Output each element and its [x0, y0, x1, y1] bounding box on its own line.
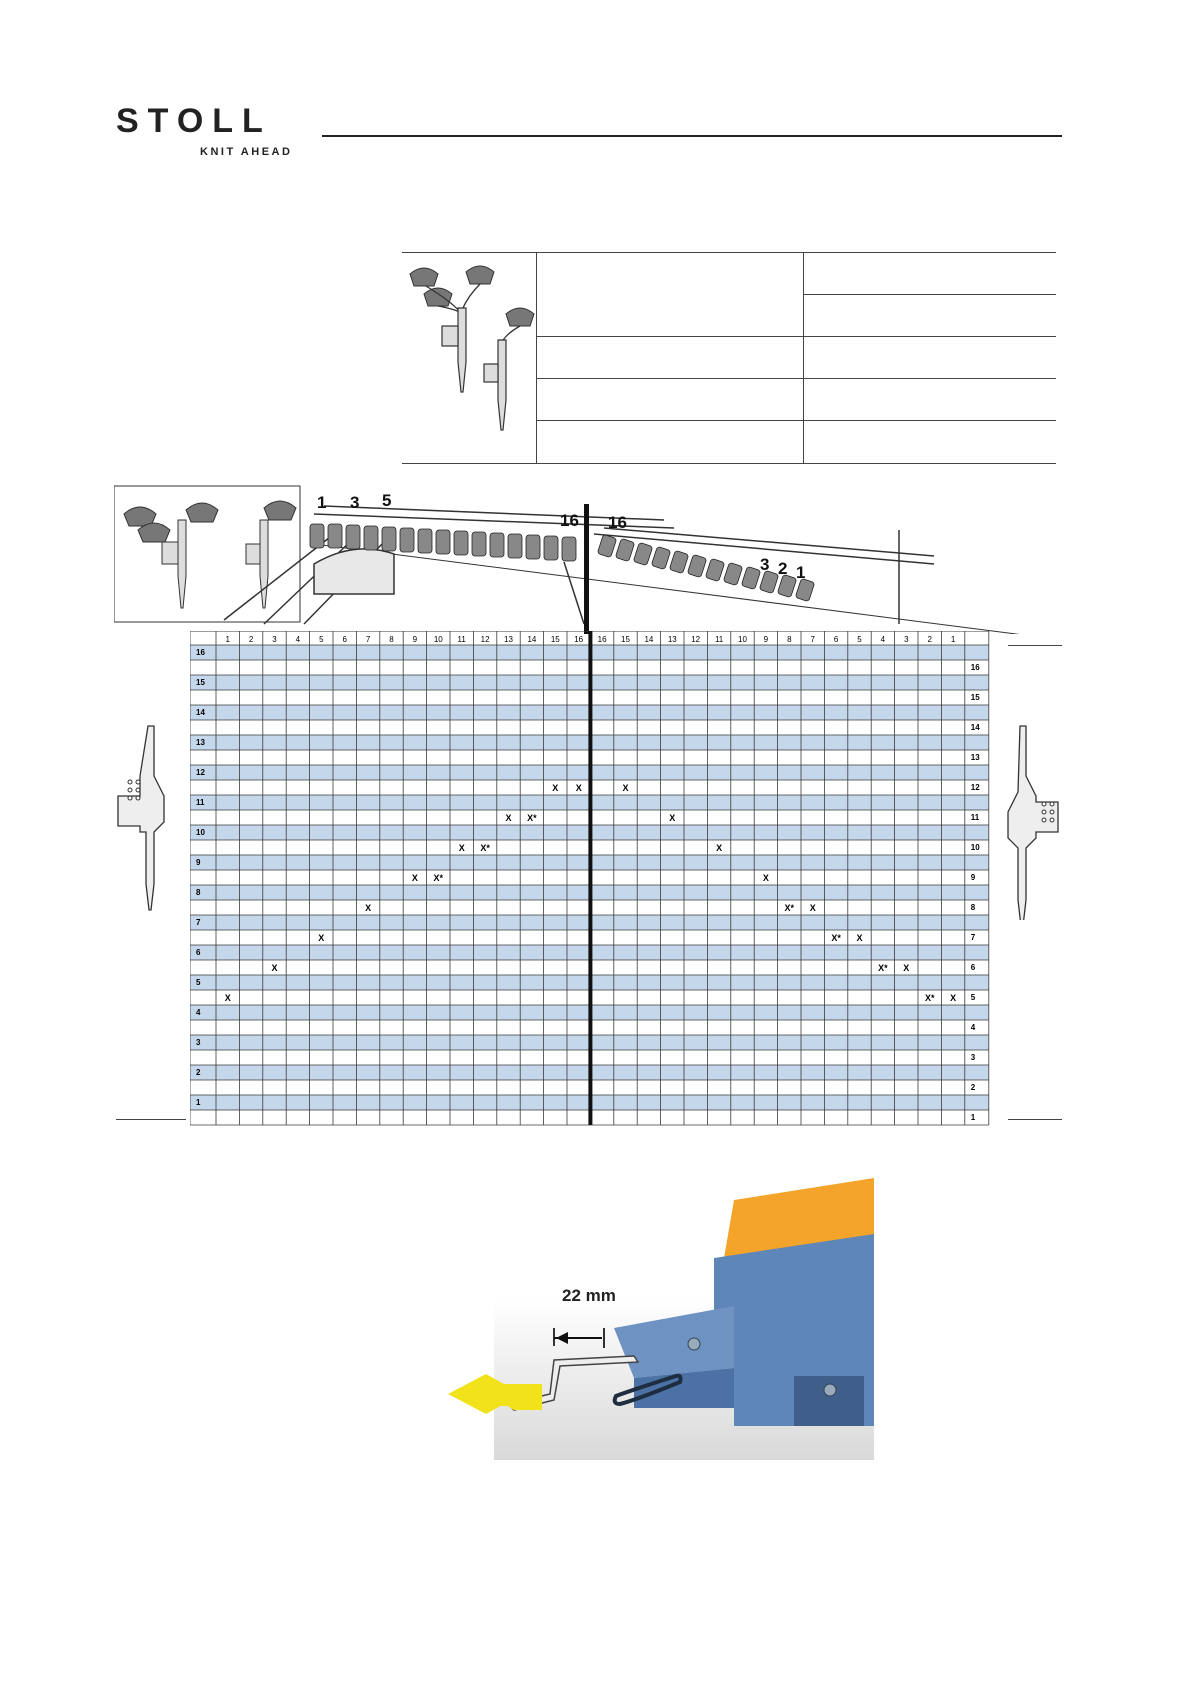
row-label-left: 15	[196, 678, 205, 687]
grid-mark: X*	[527, 813, 537, 823]
grid-mark: X*	[784, 903, 795, 913]
grid-mark: X	[903, 963, 910, 973]
column-header: 13	[667, 635, 677, 644]
column-header: 7	[810, 635, 815, 644]
column-header: 4	[880, 635, 886, 644]
column-header: 16	[574, 635, 584, 644]
grid-center-divider	[588, 631, 592, 1125]
column-header: 6	[833, 635, 839, 644]
center-divider	[584, 504, 589, 634]
column-header: 8	[787, 635, 792, 644]
grid-mark: X	[856, 933, 863, 943]
row-label-right: 11	[970, 813, 980, 822]
carrier-grid	[190, 631, 991, 1132]
carrier-rail-diagram	[114, 484, 1064, 634]
column-header: 4	[295, 635, 301, 644]
table-row-line	[536, 420, 1056, 421]
row-label-right: 12	[970, 783, 980, 792]
column-header: 9	[763, 635, 769, 644]
table-divider-1	[536, 252, 537, 464]
column-header: 6	[342, 635, 347, 644]
grid-mark: X*	[878, 963, 888, 973]
column-header: 15	[621, 635, 630, 644]
right-topline	[1008, 645, 1062, 646]
row-label-right: 15	[970, 693, 980, 702]
row-label-right: 7	[970, 933, 976, 942]
row-label-left: 9	[196, 858, 201, 867]
row-label-left: 16	[196, 648, 205, 657]
label-3: 3	[350, 493, 360, 512]
column-header: 12	[480, 635, 490, 644]
label-5: 5	[382, 491, 392, 510]
grid-mark: X	[669, 813, 676, 823]
column-header: 14	[527, 635, 537, 644]
column-header: 3	[272, 635, 277, 644]
row-label-left: 6	[196, 948, 201, 957]
table-row-line	[536, 378, 1056, 379]
column-header: 5	[319, 635, 324, 644]
label-1: 1	[317, 493, 327, 512]
header-rule	[322, 135, 1062, 137]
carrier-left-icon	[112, 720, 174, 920]
column-header: 9	[412, 635, 418, 644]
row-label-right: 13	[970, 753, 980, 762]
grid-mark: X	[716, 843, 723, 853]
label-2-right: 2	[778, 559, 788, 578]
row-label-right: 5	[970, 993, 976, 1002]
grid-mark: X	[411, 873, 418, 883]
grid-mark: X*	[480, 843, 490, 853]
grid-mark: X	[224, 993, 231, 1003]
grid-mark: X	[809, 903, 816, 913]
grid-mark: X	[575, 783, 582, 793]
row-label-right: 1	[970, 1113, 976, 1122]
column-header: 15	[550, 635, 560, 644]
row-label-left: 10	[196, 828, 205, 837]
label-3-right: 3	[760, 555, 770, 574]
table-divider-2	[803, 252, 804, 464]
label-16-right: 16	[608, 513, 627, 532]
column-header: 10	[433, 635, 443, 644]
grid-mark: X	[950, 993, 957, 1003]
row-label-left: 11	[196, 798, 205, 807]
right-baseline	[1008, 1119, 1062, 1120]
row-label-left: 12	[196, 768, 205, 777]
column-header: 8	[389, 635, 394, 644]
grid-mark: X	[552, 783, 559, 793]
column-header: 5	[857, 635, 862, 644]
column-header: 10	[738, 635, 747, 644]
table-row-line	[803, 294, 1056, 295]
grid-mark: X*	[433, 873, 444, 883]
column-header: 3	[904, 635, 909, 644]
brand-tagline: KNIT AHEAD	[200, 146, 293, 158]
row-label-right: 3	[970, 1053, 976, 1062]
label-1-right: 1	[796, 563, 806, 582]
column-header: 16	[597, 635, 607, 644]
row-label-left: 8	[196, 888, 201, 897]
column-header: 13	[504, 635, 513, 644]
column-header: 1	[950, 635, 956, 644]
row-label-right: 2	[970, 1083, 976, 1092]
row-label-left: 1	[196, 1098, 201, 1107]
carrier-grid-svg	[190, 631, 991, 1127]
column-header: 7	[365, 635, 371, 644]
row-label-left: 14	[196, 708, 205, 717]
label-16-left: 16	[560, 511, 579, 530]
row-label-right: 10	[970, 843, 980, 852]
grid-mark: X	[271, 963, 278, 973]
row-label-right: 8	[970, 903, 976, 912]
grid-mark: X	[505, 813, 512, 823]
machine-photo	[404, 1178, 874, 1460]
row-label-right: 9	[970, 873, 976, 882]
column-header: 1	[225, 635, 230, 644]
row-label-left: 7	[196, 918, 201, 927]
grid-mark: X*	[831, 933, 841, 943]
grid-mark: X	[762, 873, 769, 883]
row-label-left: 3	[196, 1038, 201, 1047]
row-label-right: 6	[970, 963, 976, 972]
column-header: 11	[457, 635, 466, 644]
dimension-label: 22 mm	[562, 1286, 616, 1305]
grid-mark: X	[458, 843, 465, 853]
info-table	[402, 252, 1056, 464]
column-header: 11	[714, 635, 724, 644]
stoll-logo	[116, 102, 293, 158]
column-header: 14	[644, 635, 654, 644]
grid-mark: X	[622, 783, 629, 793]
row-label-left: 2	[196, 1068, 201, 1077]
column-header: 2	[248, 635, 254, 644]
carrier-right-icon	[1000, 720, 1062, 920]
row-label-left: 5	[196, 978, 201, 987]
grid-mark: X*	[924, 993, 935, 1003]
grid-mark: X	[365, 903, 372, 913]
column-header: 2	[927, 635, 932, 644]
row-label-left: 4	[196, 1008, 201, 1017]
row-label-right: 4	[970, 1023, 976, 1032]
yarn-carrier-icon	[402, 252, 536, 464]
left-baseline	[116, 1119, 186, 1120]
grid-mark: X	[318, 933, 325, 943]
row-label-left: 13	[196, 738, 205, 747]
row-label-right: 14	[970, 723, 980, 732]
brand-name: STOLL	[116, 102, 272, 140]
table-row-line	[536, 336, 1056, 337]
column-header: 12	[691, 635, 701, 644]
row-label-right: 16	[970, 663, 980, 672]
